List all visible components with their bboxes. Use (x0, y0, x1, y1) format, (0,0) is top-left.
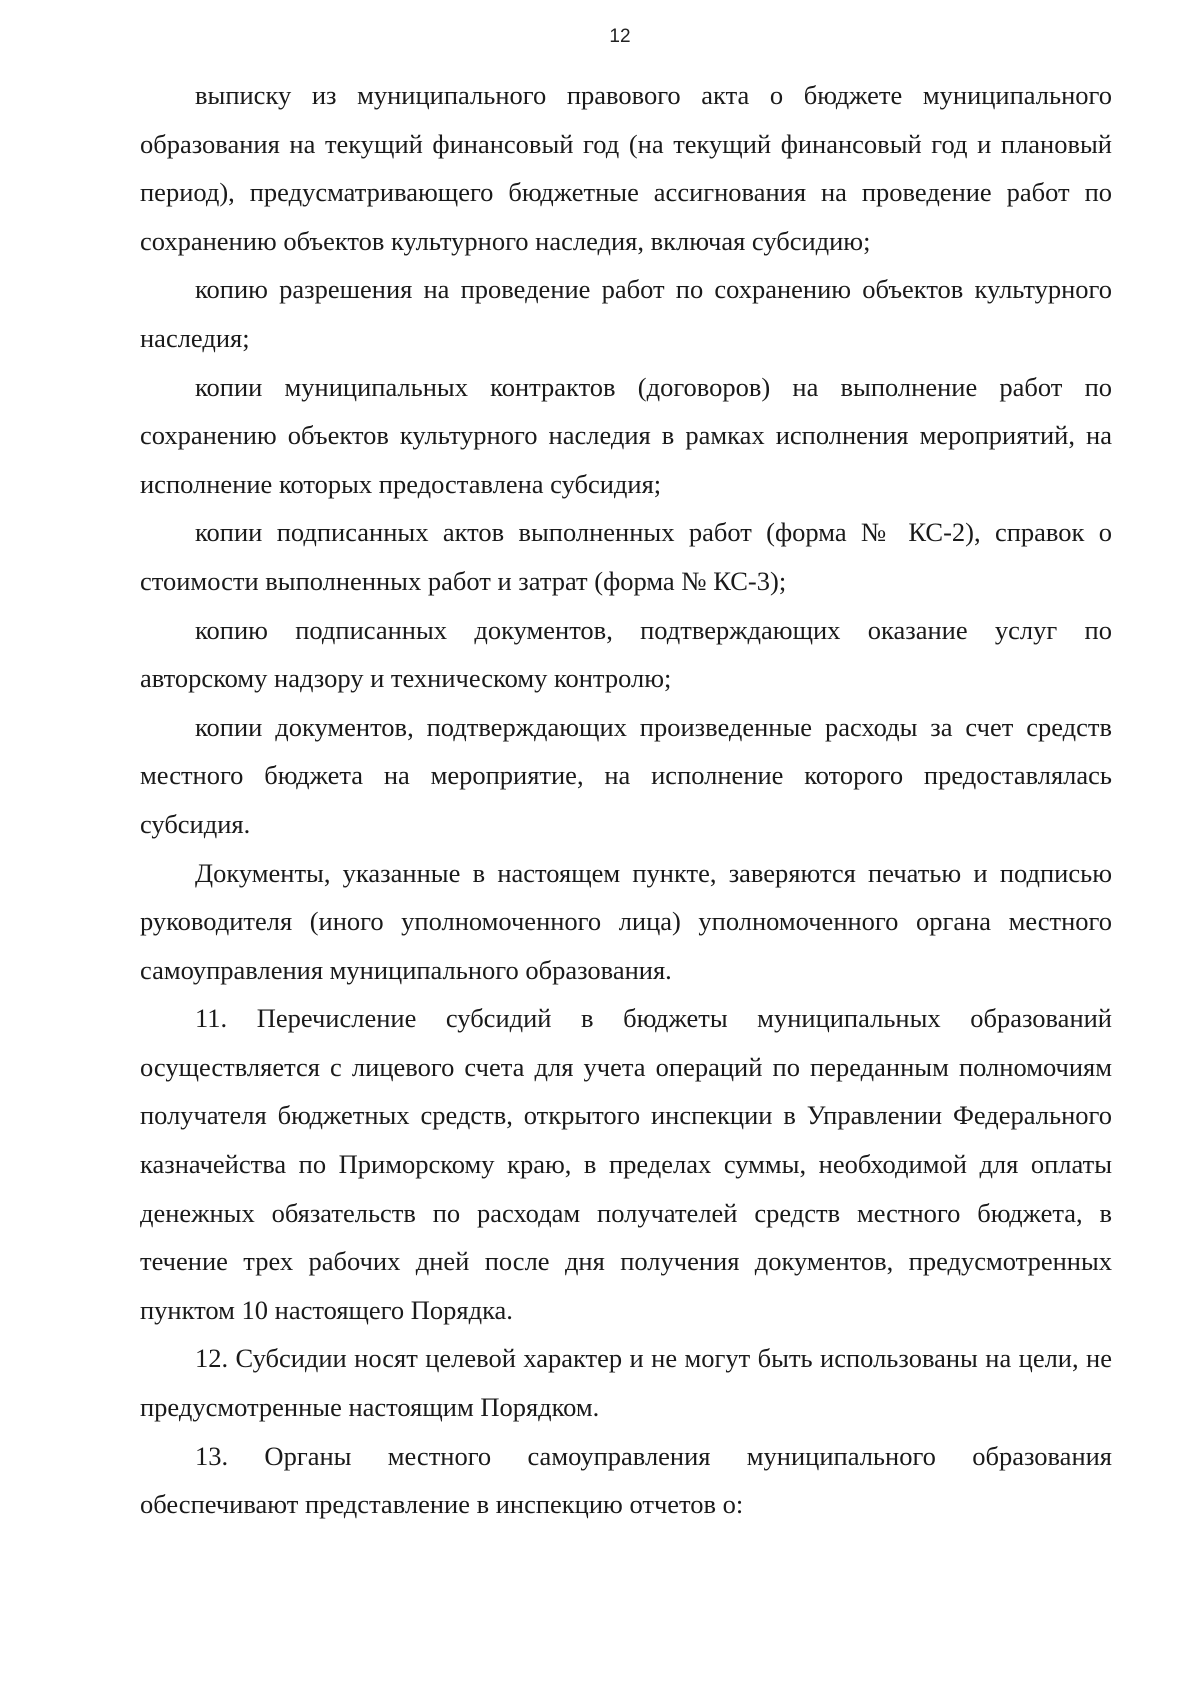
paragraph-item-12: 12. Субсидии носят целевой характер и не могут быть использованы на цели, не предусмотренные настоящим Порядком. (140, 1343, 1112, 1423)
paragraph-supervision-documents: копию подписанных документов, подтверждающих оказание услуг по авторскому надзору и техническому контролю; (140, 614, 1112, 694)
document-body (140, 71, 1112, 1529)
paragraph-municipal-act-extract: выписку из муниципального правового акта о бюджете муниципального образования на текущий финансовый год (на текущий финансовый год и плановый период), предусматривающего бюджетные ассигнования на проведение работ по сохранению объектов культурного наследия, включая субсидию; (140, 80, 1112, 256)
paragraph-item-13: 13. Органы местного самоуправления муниципального образования обеспечивают представление в инспекцию отчетов о: (140, 1440, 1112, 1520)
paragraph-expense-documents: копии документов, подтверждающих произведенные расходы за счет средств местного бюджета на мероприятие, на исполнение которого предоставлялась субсидия. (140, 711, 1112, 839)
paragraph-permit-copy: копию разрешения на проведение работ по сохранению объектов культурного наследия; (140, 274, 1112, 353)
paragraph-contracts-copies: копии муниципальных контрактов (договоров) на выполнение работ по сохранению объектов культурного наследия в рамках исполнения мероприятий, на исполнение которых предоставлена субсидия; (140, 371, 1112, 499)
paragraph-acts-copies: копии подписанных актов выполненных работ (форма № КС-2), справок о стоимости выполненных работ и затрат (форма № КС-3); (140, 517, 1112, 596)
paragraph-certification: Документы, указанные в настоящем пункте, заверяются печатью и подписью руководителя (иного уполномоченного лица) уполномоченного органа местного самоуправления муниципального образования. (140, 857, 1112, 985)
page-number: 12 (609, 26, 631, 47)
paragraph-item-11: 11. Перечисление субсидий в бюджеты муниципальных образований осуществляется с лицевого счета для учета операций по переданным полномочиям получателя бюджетных средств, открытого инспекции в Управлении Федерального казначейства по Приморскому краю, в пределах суммы, необходимой для оплаты денежных обязательств по расходам получателей средств местного бюджета, в течение трех рабочих дней после дня получения документов, предусмотренных пунктом 10 настоящего Порядка. (140, 1003, 1112, 1325)
